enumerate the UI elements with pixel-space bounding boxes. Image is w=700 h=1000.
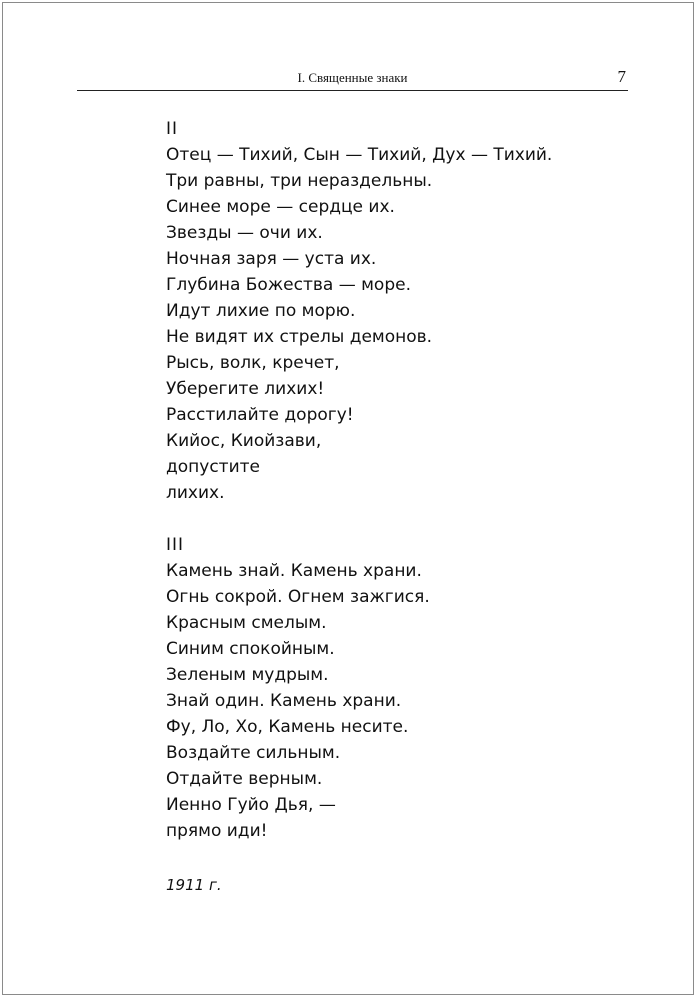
poem-section-3 <box>166 532 636 844</box>
section-number: III <box>166 535 185 555</box>
running-header <box>77 66 628 91</box>
running-title: I. Священные знаки <box>297 70 408 85</box>
poem-line: Камень знай. Камень храни. <box>166 561 422 581</box>
stanza-gap <box>166 506 636 532</box>
poem-line: Уберегите лихих! <box>166 379 325 399</box>
poem-line: Рысь, волк, кречет, <box>166 353 340 373</box>
poem-line: прямо иди! <box>166 821 268 841</box>
poem-line: Синее море — сердце их. <box>166 197 395 217</box>
poem-line: Отдайте верным. <box>166 769 323 789</box>
poem-date: 1911 г. <box>166 876 222 894</box>
poem-line: Знай один. Камень храни. <box>166 691 402 711</box>
poem-line: Расстилайте дорогу! <box>166 405 354 425</box>
poem-content <box>166 116 636 844</box>
page-number: 7 <box>617 67 626 86</box>
poem-line: Не видят их стрелы демонов. <box>166 327 433 347</box>
poem-line: Огнь сокрой. Огнем зажгися. <box>166 587 430 607</box>
poem-line: Зеленым мудрым. <box>166 665 329 685</box>
poem-line: Звезды — очи их. <box>166 223 323 243</box>
section-number: II <box>166 119 179 139</box>
poem-line: Глубина Божества — море. <box>166 275 411 295</box>
poem-line: допустите <box>166 457 260 477</box>
poem-line: Красным смелым. <box>166 613 327 633</box>
poem-line: Отец — Тихий, Сын — Тихий, Дух — Тихий. <box>166 145 553 165</box>
poem-line: Синим спокойным. <box>166 639 335 659</box>
poem-line: Воздайте сильным. <box>166 743 341 763</box>
poem-line: лихих. <box>166 483 225 503</box>
poem-line: Идут лихие по морю. <box>166 301 356 321</box>
poem-line: Три равны, три нераздельны. <box>166 171 433 191</box>
poem-line: Иенно Гуйо Дья, — <box>166 795 336 815</box>
poem-line: Кийос, Киойзави, <box>166 431 322 451</box>
poem-line: Фу, Ло, Хо, Камень несите. <box>166 717 409 737</box>
poem-line: Ночная заря — уста их. <box>166 249 377 269</box>
poem-section-2 <box>166 116 636 506</box>
